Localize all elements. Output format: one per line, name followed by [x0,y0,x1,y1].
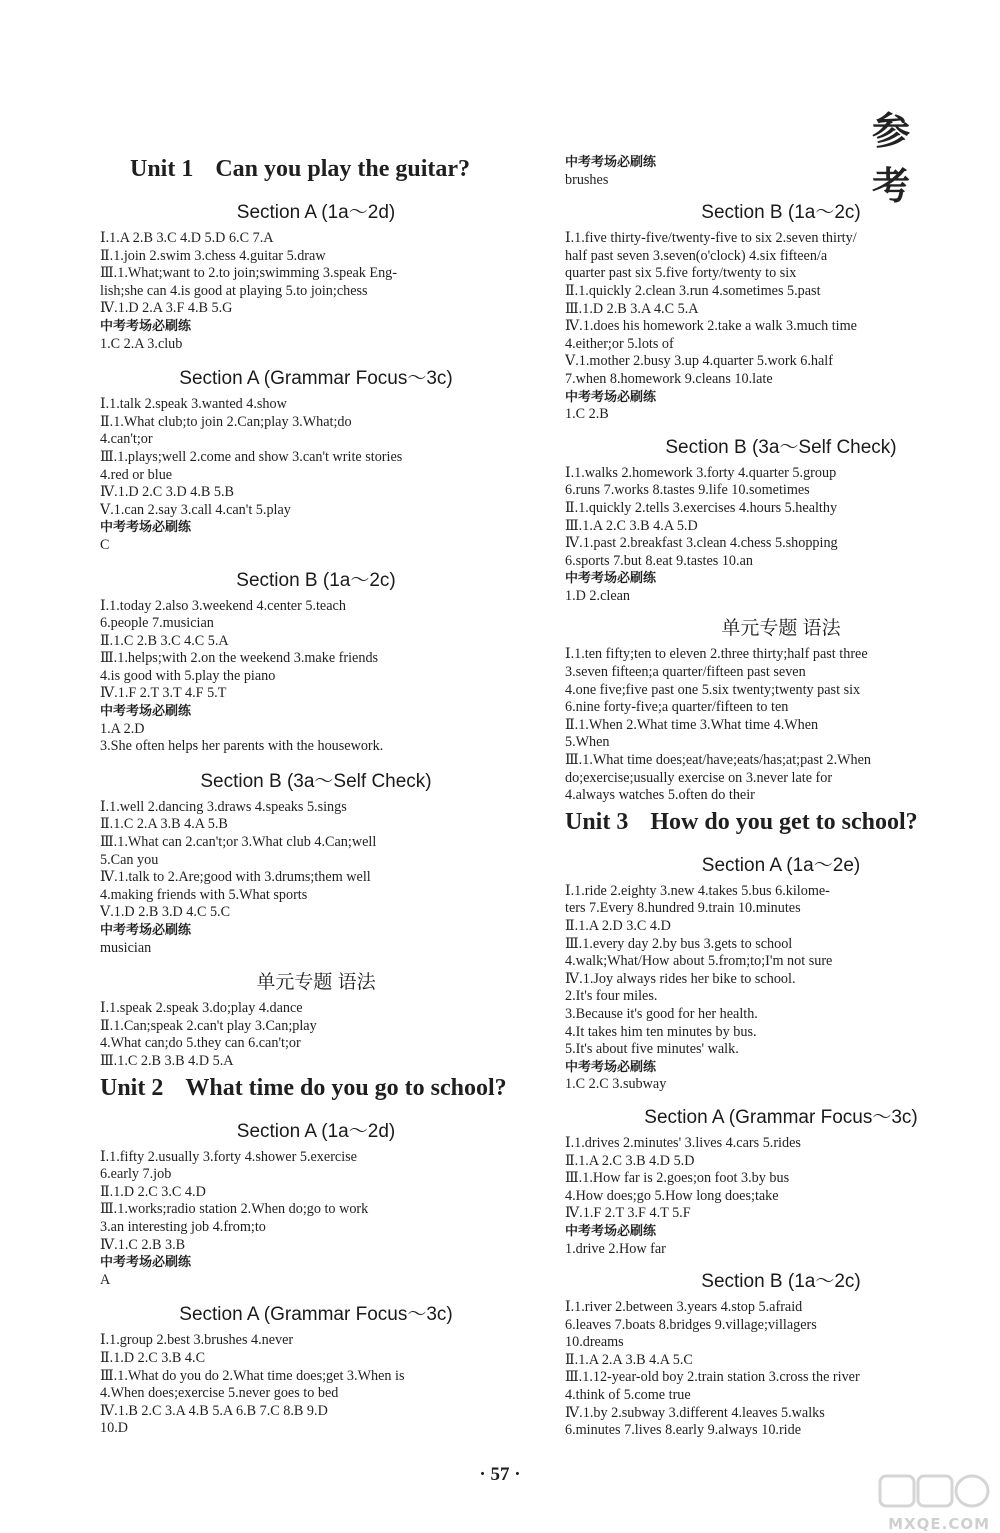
answer-line: 6.runs 7.works 8.tastes 9.life 10.sometimes [565,482,810,499]
practice-label: 中考考场必刷练 [100,1255,192,1271]
answer-line: 3.She often helps her parents with the housework. [100,738,384,755]
answer-line: 4.either;or 5.lots of [565,335,674,352]
practice-label: 中考考场必刷练 [565,389,657,405]
answer-line: 4.walk;What/How about 5.from;to;I'm not sure [565,953,833,970]
answer-line: 3.seven fifteen;a quarter/fifteen past seven [565,664,806,681]
answer-line: 6.minutes 7.lives 8.early 9.always 10.ride [565,1422,802,1439]
answer-line: lish;she can 4.is good at playing 5.to join;chess [100,282,368,299]
answer-line: Ⅰ.1.talk 2.speak 3.wanted 4.show [100,396,287,413]
section-heading: Section A (Grammar Focus～3c) [179,368,453,390]
page-number: · 57 · [479,1464,521,1485]
section-heading: Section A (1a～2d) [236,1120,396,1142]
answer-line: 7.when 8.homework 9.cleans 10.late [565,370,773,387]
answer-line: 4.When does;exercise 5.never goes to bed [100,1385,339,1402]
answer-line: 3.Because it's good for her health. [565,1005,758,1022]
answer-line: 4.can't;or [100,431,153,448]
answer-line: Ⅱ.1.A 2.A 3.B 4.A 5.C [565,1351,693,1368]
answer-line: Ⅰ.1.well 2.dancing 3.draws 4.speaks 5.sings [100,798,347,815]
answer-line: 4.What can;do 5.they can 6.can't;or [100,1035,301,1052]
answer-line: Ⅲ.1.What time does;eat/have;eats/has;at;past 2.When [565,752,872,769]
answer-line: Ⅲ.1.plays;well 2.come and show 3.can't write stories [100,448,403,465]
section-heading: Section B (1a～2c) [701,202,861,224]
answer-line: 4.think of 5.come true [565,1387,691,1404]
section-heading: Section A (1a～2e) [701,854,861,876]
answer-line: Ⅰ.1.ten fifty;ten to eleven 2.three thirty;half past three [565,646,868,663]
section-heading: Section A (Grammar Focus～3c) [179,1304,453,1326]
answer-line: Ⅳ.1.C 2.B 3.B [100,1236,186,1253]
answer-line: Ⅱ.1.D 2.C 3.C 4.D [100,1183,206,1200]
answer-line: Ⅲ.1.12-year-old boy 2.train station 3.cross the river [565,1369,860,1386]
answer-line: do;exercise;usually exercise on 3.never late for [565,769,833,786]
answer-line: Ⅱ.1.C 2.B 3.C 4.C 5.A [100,632,229,649]
answer-line: Ⅳ.1.Joy always rides her bike to school. [565,970,796,987]
section-heading: 单元专题 语法 [256,972,376,994]
answer-line: Ⅱ.1.quickly 2.clean 3.run 4.sometimes 5.past [565,282,821,299]
answer-line: Ⅰ.1.five thirty-five/twenty-five to six 2.seven thirty/ [565,230,857,247]
unit-number: Unit 1 [130,156,194,182]
answer-line: Ⅱ.1.What club;to join 2.Can;play 3.What;do [100,413,352,430]
watermark-stamp-icon [878,1472,990,1510]
answer-line: 3.an interesting job 4.from;to [100,1218,266,1235]
section-heading: Section B (3a～Self Check) [665,436,897,458]
answer-line: 6.nine forty-five;a quarter/fifteen to ten [565,699,789,716]
section-heading: Section A (1a～2d) [236,202,396,223]
answer-line: Ⅱ.1.When 2.What time 3.What time 4.When [565,716,819,733]
unit-heading [100,1075,532,1102]
practice-label: 中考考场必刷练 [100,704,192,720]
answer-line: Ⅳ.1.F 2.T 3.F 4.T 5.F [565,1205,691,1222]
answer-line: Ⅱ.1.join 2.swim 3.chess 4.guitar 5.draw [100,247,326,264]
practice-label: 中考考场必刷练 [100,318,192,334]
practice-label: 中考考场必刷练 [565,1059,657,1075]
answer-line: C [100,536,110,553]
unit-number: Unit 2 [100,1074,164,1101]
answer-line: 1.drive 2.How far [565,1240,666,1257]
section-heading: Section B (1a～2c) [701,1271,861,1293]
answer-line: Ⅲ.1.every day 2.by bus 3.gets to school [565,935,793,952]
answer-line: Ⅳ.1.past 2.breakfast 3.clean 4.chess 5.shopping [565,535,838,552]
answer-line: Ⅲ.1.works;radio station 2.When do;go to work [100,1201,369,1218]
answer-line: 5.It's about five minutes' walk. [565,1041,739,1058]
section-heading: Section A (Grammar Focus～3c) [644,1106,918,1128]
answer-line: 6.sports 7.but 8.eat 9.tastes 10.an [565,552,753,569]
page-corner-title: 参 考 [872,108,941,208]
answer-line: Ⅰ.1.A 2.B 3.C 4.D 5.D 6.C 7.A [100,230,274,246]
answer-line: 5.Can you [100,851,159,868]
left-answer-column [100,150,532,1438]
answer-line: 4.making friends with 5.What sports [100,886,308,903]
answer-line: Ⅰ.1.river 2.between 3.years 4.stop 5.afraid [565,1299,803,1316]
answer-line: Ⅲ.1.What do you do 2.What time does;get 3.When is [100,1367,405,1384]
answer-line: musician [100,939,152,956]
answer-line: Ⅴ.1.D 2.B 3.D 4.C 5.C [100,904,231,921]
answer-line: Ⅱ.1.D 2.C 3.B 4.C [100,1349,206,1366]
practice-label: 中考考场必刷练 [565,1223,657,1239]
answer-line: Ⅴ.1.mother 2.busy 3.up 4.quarter 5.work 6.half [565,353,833,370]
answer-line: Ⅲ.1.A 2.C 3.B 4.A 5.D [565,517,698,534]
answer-line: Ⅱ.1.quickly 2.tells 3.exercises 4.hours 5.healthy [565,499,838,516]
answer-line: Ⅲ.1.How far is 2.goes;on foot 3.by bus [565,1170,790,1187]
section-heading: Section B (1a～2c) [236,569,396,591]
section-heading: 单元专题 语法 [721,618,841,640]
unit-title-text: How do you get to school? [650,808,918,835]
practice-label: 中考考场必刷练 [565,155,657,170]
answer-line: Ⅰ.1.fifty 2.usually 3.forty 4.shower 5.exercise [100,1148,357,1165]
answer-line: Ⅳ.1.B 2.C 3.A 4.B 5.A 6.B 7.C 8.B 9.D [100,1402,328,1419]
answer-line: Ⅳ.1.D 2.C 3.D 4.B 5.B [100,484,234,501]
practice-label: 中考考场必刷练 [565,571,657,587]
practice-label: 中考考场必刷练 [100,923,192,938]
answer-line: Ⅳ.1.F 2.T 3.T 4.F 5.T [100,685,227,702]
answer-line: Ⅲ.1.C 2.B 3.B 4.D 5.A [100,1052,234,1069]
answer-line: 4.red or blue [100,466,173,483]
answer-line: Ⅲ.1.D 2.B 3.A 4.C 5.A [565,300,699,317]
answer-line: 2.It's four miles. [565,988,658,1005]
answer-line: 1.A 2.D [100,720,145,737]
answer-line: 1.C 2.C 3.subway [565,1076,667,1093]
answer-line: 6.early 7.job [100,1166,172,1183]
answer-line: 4.one five;five past one 5.six twenty;twenty past six [565,681,861,698]
answer-line: Ⅰ.1.drives 2.minutes' 3.lives 4.cars 5.rides [565,1134,801,1151]
answer-line: Ⅱ.1.A 2.C 3.B 4.D 5.D [565,1152,695,1169]
answer-line: 6.people 7.musician [100,615,214,632]
answer-line: 1.C 2.A 3.club [100,335,183,352]
unit-title-text: What time do you go to school? [185,1074,507,1101]
answer-line: Ⅰ.1.speak 2.speak 3.do;play 4.dance [100,1000,303,1017]
answer-line: 4.is good with 5.play the piano [100,667,276,684]
unit-heading [130,156,532,183]
answer-line: Ⅰ.1.walks 2.homework 3.forty 4.quarter 5.group [565,464,837,481]
watermark-url: MXQE.COM [888,1515,990,1533]
answer-line: 4.always watches 5.often do their [565,787,755,804]
answer-line: Ⅲ.1.What can 2.can't;or 3.What club 4.Can;well [100,834,377,851]
answer-line: Ⅱ.1.Can;speak 2.can't play 3.Can;play [100,1017,317,1034]
answer-line: Ⅰ.1.group 2.best 3.brushes 4.never [100,1332,294,1349]
answer-line: brushes [565,171,609,188]
answer-line: Ⅱ.1.A 2.D 3.C 4.D [565,918,671,934]
answer-line: 1.D 2.clean [565,587,631,604]
answer-line: Ⅳ.1.talk to 2.Are;good with 3.drums;them well [100,869,371,886]
answer-line: Ⅳ.1.by 2.subway 3.different 4.leaves 5.walks [565,1404,825,1421]
section-heading: Section B (3a～Self Check) [200,770,432,792]
right-answer-column [565,154,997,1440]
answer-line: Ⅲ.1.What;want to 2.to join;swimming 3.speak Eng- [100,265,398,282]
answer-line: Ⅰ.1.today 2.also 3.weekend 4.center 5.teach [100,597,346,614]
answer-line: half past seven 3.seven(o'clock) 4.six fifteen/a [565,247,828,264]
unit-title-text: Can you play the guitar? [215,156,471,182]
answer-line: Ⅳ.1.does his homework 2.take a walk 3.much time [565,318,857,335]
answer-line: quarter past six 5.five forty/twenty to six [565,265,797,282]
answer-line: 4.It takes him ten minutes by bus. [565,1023,757,1040]
answer-line: Ⅱ.1.C 2.A 3.B 4.A 5.B [100,816,228,833]
practice-label: 中考考场必刷练 [100,520,192,536]
answer-line: 6.leaves 7.boats 8.bridges 9.village;villagers [565,1316,817,1333]
answer-line: 1.C 2.B [565,406,609,423]
answer-line: 10.D [100,1420,128,1437]
answer-line: 10.dreams [565,1334,624,1351]
answer-line: Ⅴ.1.can 2.say 3.call 4.can't 5.play [100,501,291,518]
answer-line: Ⅰ.1.ride 2.eighty 3.new 4.takes 5.bus 6.kilome- [565,882,830,899]
answer-line: A [100,1271,111,1288]
answer-line: ters 7.Every 8.hundred 9.train 10.minutes [565,900,801,917]
answer-line: Ⅳ.1.D 2.A 3.F 4.B 5.G [100,300,233,317]
unit-heading [565,809,997,836]
unit-number: Unit 3 [565,808,629,835]
answer-line: Ⅲ.1.helps;with 2.on the weekend 3.make friends [100,650,379,667]
answer-line: 4.How does;go 5.How long does;take [565,1187,779,1204]
watermark-logo [878,1472,990,1533]
answer-line: 5.When [565,734,610,751]
